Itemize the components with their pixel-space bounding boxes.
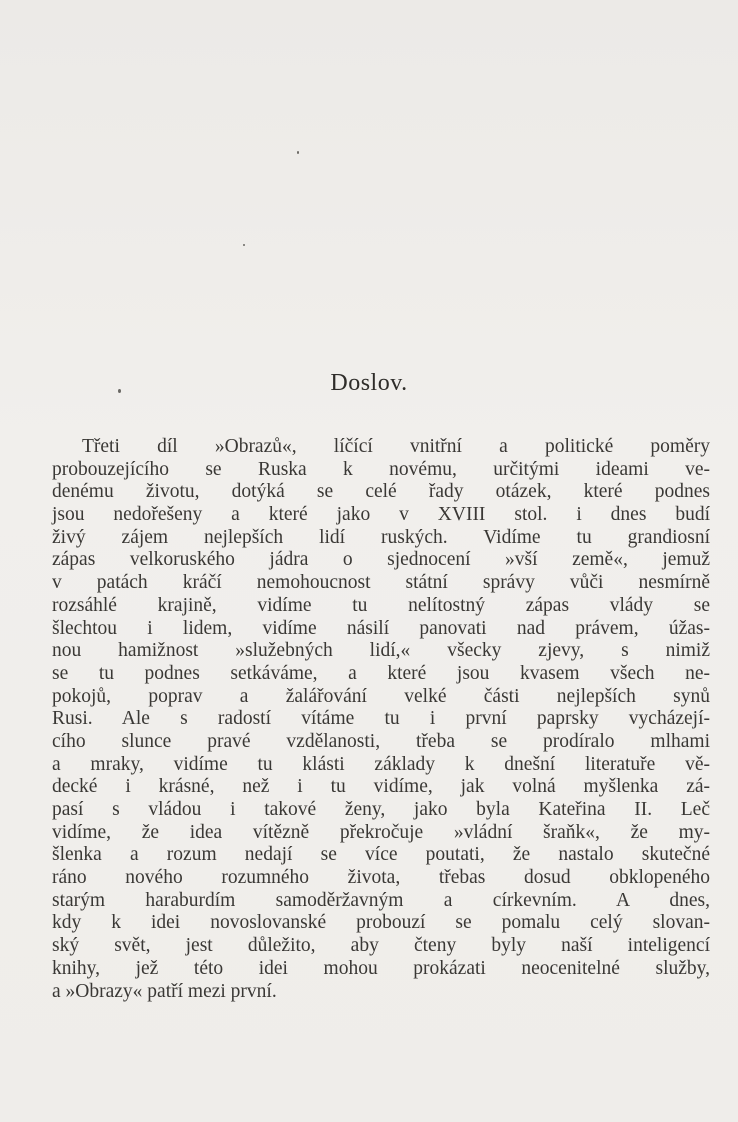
text-line: v patách kráčí nemohoucnost státní správy vůči nesmírně xyxy=(52,572,710,594)
text-line: denému životu, dotýká se celé řady otázek, které podnes xyxy=(52,481,710,503)
ink-speck xyxy=(243,244,245,246)
text-line: probouzejícího se Ruska k novému, určitými ideami ve- xyxy=(52,458,710,480)
text-line: pasí s vládou i takové ženy, jako byla Kateřina II. Leč xyxy=(52,799,710,820)
text-line: jsou nedořešeny a které jako v XVIII stol. i dnes budí xyxy=(52,504,710,526)
text-line: živý zájem nejlepších lidí ruských. Vidíme tu grandiosní xyxy=(52,526,710,548)
text-line: ráno nového rozumného života, třebas dosud obklopeného xyxy=(52,867,710,889)
text-line: starým haraburdím samoděržavným a církevním. A dnes, xyxy=(52,889,710,911)
text-line: ský svět, jest důležito, aby čteny byly naší inteligencí xyxy=(52,935,710,957)
text-line: rozsáhlé krajině, vidíme tu nelítostný zápas vlády se xyxy=(52,594,710,616)
text-line: a »Obrazy« patří mezi první. xyxy=(52,980,277,1002)
chapter-heading: Doslov. xyxy=(330,370,408,396)
ink-speck xyxy=(297,151,299,154)
text-line: se tu podnes setkáváme, a které jsou kvasem všech ne- xyxy=(52,662,710,684)
text-line: vidíme, že idea vítězně překročuje »vládní šraňk«, že my- xyxy=(52,821,710,843)
text-line: a mraky, vidíme tu klásti základy k dnešní literatuře vě- xyxy=(52,753,710,775)
body-paragraph xyxy=(52,436,710,1003)
text-line: knihy, jež této idei mohou prokázati neocenitelné služby, xyxy=(52,957,710,979)
text-line: nou hamižnost »služebných lidí,« všecky zjevy, s nimiž xyxy=(52,640,710,662)
text-line: šlenka a rozum nedají se více poutati, že nastalo skutečné xyxy=(52,844,710,866)
text-line: Rusi. Ale s radostí vítáme tu i první paprsky vycházejí- xyxy=(52,708,710,730)
text-line: cího slunce pravé vzdělanosti, třeba se prodíralo mlhami xyxy=(52,730,710,752)
text-line: šlechtou i lidem, vidíme násilí panovati nad právem, úžas- xyxy=(52,617,710,639)
text-line: Třeti díl »Obrazů«, líčící vnitřní a politické poměry xyxy=(82,436,710,457)
text-line: kdy k idei novoslovanské probouzí se pomalu celý slovan- xyxy=(52,912,710,934)
text-line: zápas velkoruského jádra o sjednocení »vší země«, jemuž xyxy=(52,549,710,571)
text-line: decké i krásné, než i tu vidíme, jak volná myšlenka zá- xyxy=(52,776,710,798)
text-line: pokojů, poprav a žalářování velké části nejlepších synů xyxy=(52,685,710,707)
